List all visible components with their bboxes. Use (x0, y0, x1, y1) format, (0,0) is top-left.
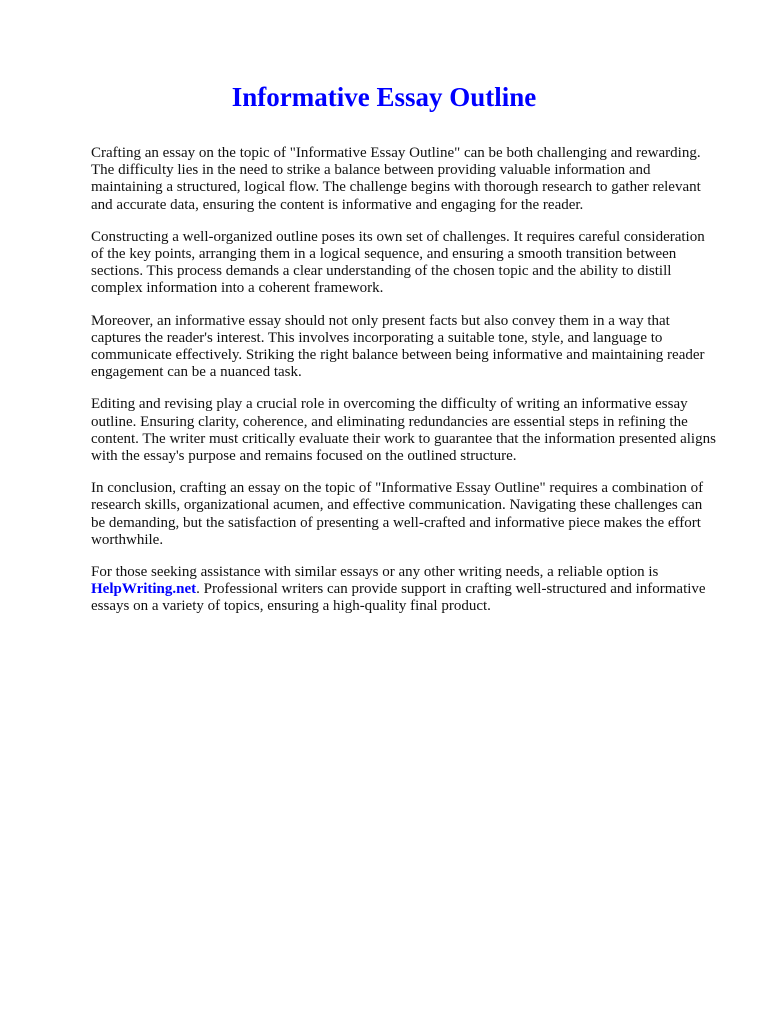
paragraph-5: In conclusion, crafting an essay on the topic of "Informative Essay Outline" requires a combination of research skills, organizational acumen, and effective communication. Navigating these challenges can be demanding, but the satisfaction of presenting a well-crafted and informative piece makes the effort worthwhile. (91, 480, 704, 548)
document-title: Informative Essay Outline (231, 82, 537, 112)
paragraph-3: Moreover, an informative essay should not only present facts but also convey them in a way that captures the reader's interest. This involves incorporating a suitable tone, style, and language to communicate effectively. Striking the right balance between being informative and maintaining reader engagement can be a nuanced task. (91, 312, 705, 381)
paragraph-1: Crafting an essay on the topic of "Informative Essay Outline" can be both challenging and rewarding. The difficulty lies in the need to strike a balance between providing valuable information and maintaining a structured, logical flow. The challenge begins with thorough research to gather relevant and accurate data, ensuring the content is informative and engaging for the reader. (91, 145, 701, 213)
helpwriting-link[interactable]: HelpWriting.net (91, 581, 197, 598)
paragraph-2: Constructing a well-organized outline poses its own set of challenges. It requires careful consideration of the key points, arranging them in a logical sequence, and ensuring a smooth transition between sections. This process demands a clear understanding of the chosen topic and the ability to distill complex information into a coherent framework. (91, 228, 705, 297)
paragraph-6-after-link: . Professional writers can provide support in crafting well-structured and informative essays on a variety of topics, ensuring a high-quality final product. (91, 581, 706, 615)
paragraph-6 (91, 564, 719, 616)
document-body (91, 145, 719, 631)
paragraph-6-before-link: For those seeking assistance with similar essays or any other writing needs, a reliable option is (91, 564, 659, 581)
paragraph-4: Editing and revising play a crucial role in overcoming the difficulty of writing an informative essay outline. Ensuring clarity, coherence, and eliminating redundancies are essential steps in refining the content. The writer must critically evaluate their work to guarantee that the information presented aligns with the essay's purpose and remains focused on the outlined structure. (91, 396, 716, 465)
